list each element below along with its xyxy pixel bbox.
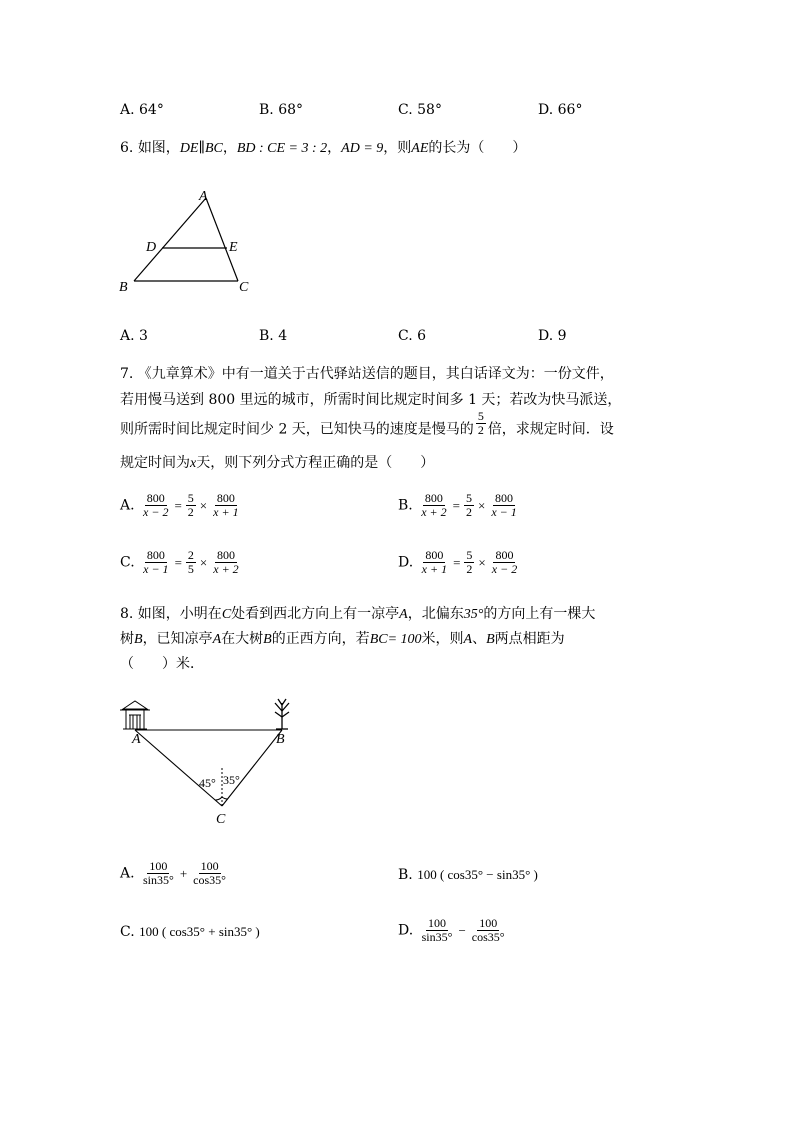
- q5-option-d: D. 66°: [538, 102, 583, 118]
- segment-bc: [222, 730, 282, 806]
- q8-stem-line3: （ ）米．: [120, 656, 204, 672]
- label-angle-35: 35°: [223, 773, 240, 787]
- q7-stem-line2: 若用慢马送到 800 里远的城市，所需时间比规定时间多 1 天；若改为快马派送，: [120, 392, 622, 408]
- q7-stem-line3: 则所需时间比规定时间少 2 天，已知快马的速度是慢马的 $\frac{5}{2}$ 倍，求规定时间．设: [120, 409, 614, 438]
- segment-ac: [135, 730, 222, 806]
- tree-icon: [275, 699, 289, 729]
- q5-option-b: B. 68°: [259, 102, 304, 118]
- q8-stem-line1: 8. 如图，小明在C处看到西北方向上有一凉亭A，北偏东35°的方向上有一棵大: [120, 606, 596, 622]
- label-b: B: [276, 732, 285, 747]
- q7-stem-line4: 规定时间为x天，则下列分式方程正确的是（ ）: [120, 455, 435, 471]
- side-ab: [134, 198, 206, 281]
- pavilion-icon: [120, 701, 150, 729]
- label-c: C: [239, 280, 249, 295]
- q6-option-d: D. 9: [538, 328, 567, 344]
- label-e: E: [229, 240, 238, 255]
- q8-triangle-figure: [115, 695, 310, 830]
- label-a: A: [132, 732, 141, 747]
- label-b: B: [119, 280, 128, 295]
- q8-stem-line2: 树B，已知凉亭A在大树B的正西方向，若BC= 100米，则A、B两点相距为: [120, 631, 565, 647]
- arc-45: [215, 797, 222, 800]
- label-a: A: [199, 189, 208, 204]
- q7-option-d: D. $\frac{800}{x + 1}$ = $\frac{5}{2}$ × $\frac{800}{x - 2}$: [398, 548, 518, 576]
- q7-option-c: C. $\frac{800}{x - 1}$ = $\frac{2}{5}$ × $\frac{800}{x + 2}$: [120, 548, 239, 576]
- q7-fraction: $\frac{5}{2}$: [477, 409, 484, 437]
- q6-triangle-figure: [110, 180, 270, 300]
- q7-option-b: B. $\frac{800}{x + 2}$ = $\frac{5}{2}$ × $\frac{800}{x - 1}$: [398, 491, 517, 519]
- q8-option-d: D. $\frac{100}{\sin 35^\circ}$ − $\frac{100}{\cos 35^\circ}$: [398, 916, 505, 944]
- q6-option-b: B. 4: [259, 328, 288, 344]
- q8-option-a: A. $\frac{100}{\sin 35^\circ}$ + $\frac{100}{\cos 35^\circ}$: [120, 859, 226, 887]
- q6-option-c: C. 6: [398, 328, 427, 344]
- q6-stem: 6. 如图，DE∥BC，BD : CE = 3 : 2，AD = 9，则AE的长为（ ）: [120, 140, 527, 156]
- q8-option-c: C. 100 ( cos35° + sin35° ): [120, 924, 260, 940]
- q5-option-a: A. 64°: [120, 102, 164, 118]
- label-angle-45: 45°: [199, 776, 216, 790]
- q5-option-c: C. 58°: [398, 102, 442, 118]
- q7-stem-line1: 7. 《九章算术》中有一道关于古代驿站送信的题目，其白话译文为：一份文件，: [120, 366, 614, 382]
- q8-option-b: B. 100 ( cos35° − sin35° ): [398, 867, 538, 883]
- q6-option-a: A. 3: [120, 328, 148, 344]
- label-d: D: [146, 240, 157, 255]
- q7-option-a: A. $\frac{800}{x - 2}$ = $\frac{5}{2}$ × $\frac{800}{x + 1}$: [120, 491, 239, 519]
- arc-35: [222, 797, 228, 799]
- label-c: C: [216, 812, 226, 827]
